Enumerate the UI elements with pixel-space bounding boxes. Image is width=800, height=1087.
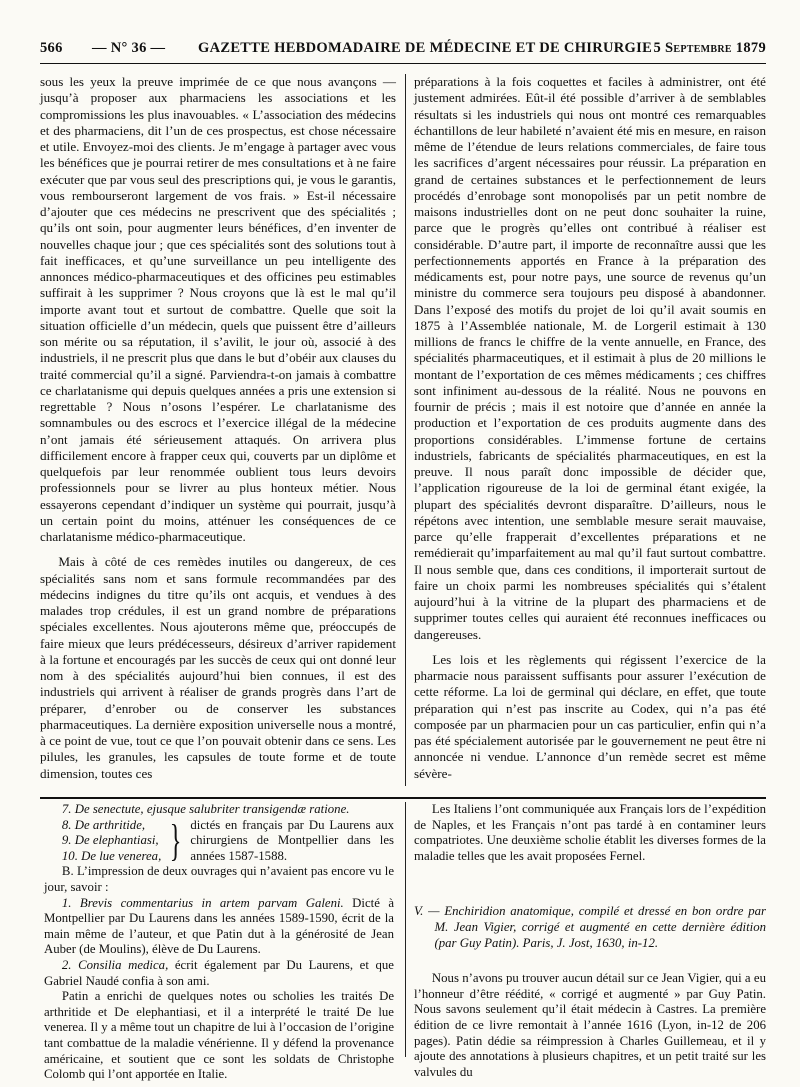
- footnote-item-v: [414, 904, 766, 951]
- footnote-item-1: [44, 896, 394, 958]
- right-paragraph-1: préparations à la fois coquettes et faciles à administrer, ont été justement admirées. Eût-il été possible d’arriver à de semblables résultats si les industriels qui nous ont montré ces remarquables échantillons de leur habileté n’avaient été mis en mesure, en raison même de l’étendue de leurs relations commerciales, de faire tous les sacrifices d’argent nécessaires pour réussir. La préparation en grand de certaines substances et le perfectionnement de leurs procédés d’enrobage sont monopolisés par un petit nombre de maisons industrielles dont on ne peut donc souhaiter la ruine, parce que le progrès qu’elles ont contribué à réaliser est considérable. D’autre part, il importe de reconnaître aussi que les perfectionnements apportés en France à la préparation des médicaments est, pour notre pays, une source de revenus qu’un ministre du commerce sera toujours peu disposé à abandonner. Dans l’exposé des motifs du projet de loi qu’il avait soumis en 1875 à l’Assemblée nationale, M. de Lorgeril estimait à 130 millions de francs le chiffre de la vente annuelle, en France, des spécialités pharmaceutiques, et il estimait à plus de 20 millions le montant de l’exportation de ces mêmes médicaments ; ces chiffres sont infiniment au-dessous de la réalité. Nous ne pouvons en fournir de précis ; mais il est notoire que d’année en année la production et l’exportation de ces produits augmente dans des proportions considérables. L’immense fortune de certains industriels, fabricants de spécialités pharmaceutiques, en est la preuve. Il nous paraît donc impossible de décider que, l’application rigoureuse de la loi de germinal étant exigée, la plupart des spécialités devront disparaître. D’ailleurs, nous le répétons avec intention, une semblable mesure serait mauvaise, parce qu’elle frapperait d’excellentes préparations et ne remédierait qu’imparfaitement au mal qu’il faut surtout combattre. Il nous semble que, dans ces conditions, il importerait surtout de faire un choix parmi les nombreuses spécialités qui s’étalent aujourd’hui à la vitrine de la plupart des pharmaciens et de supprimer toutes celles qui auraient été reconnues inefficaces ou dangereuses.: [414, 74, 766, 642]
- footnote-left: [44, 802, 394, 1083]
- braced-note: dictés en français par Du Laurens aux chirurgiens de Montpellier dans les années 1587-1588.: [190, 817, 394, 863]
- footnote-item-1-text: Dicté à Montpellier par Du Laurens dans les années 1589-1590, écrit de la main même de l’auteur, et que Patin dut à la générosité de Jean Auber (de Moulins), élève de Du Laurens.: [44, 895, 395, 957]
- footnote-rule: [40, 797, 766, 799]
- header-rule: [40, 63, 766, 64]
- footnote-item-1-title: 1. Brevis commentarius in artem parvam Galeni.: [61, 895, 344, 910]
- footnote-item-9: 9. De elephantiasi,: [61, 833, 159, 848]
- footnote-item-7: 7. De senectute, ejusque salubriter transigendæ ratione.: [61, 802, 350, 816]
- footnote-item-2-title: 2. Consilia medica,: [61, 957, 169, 972]
- footnote-para-b: B. L’impression de deux ouvrages qui n’avaient pas encore vu le jour, savoir :: [44, 864, 394, 894]
- issue-number: — N° 36 —: [92, 40, 166, 56]
- page-number: 566: [40, 40, 63, 56]
- footnote-item-v-text: Paris, J. Jost, 1630, in-12.: [519, 935, 659, 950]
- left-paragraph-2: Mais à côté de ces remèdes inutiles ou dangereux, de ces spécialités sans nom et sans formule recommandées par des médecins indignes du titre qu’ils ont acquis, et vendues à des malades trop crédules, il est un grand nombre de préparations spéciales excellentes. Nous ajouterons même que, préoccupés de faire mieux que leurs prédécesseurs, désireux d’arriver rapidement à la fortune et encouragés par les succès de ceux qui ont donné leur nom à des spécialités aujourd’hui bien connues, il est des industriels qui arrivent à réaliser de grands progrès dans l’art de préparer, d’enrober ou de conserver les substances pharmaceutiques. La dernière exposition universelle nous a montré, à ce point de vue, tout ce que l’on pouvait obtenir dans ce sens. Les pilules, les granules, les capsules de toute forme et de toute dimension, toutes ces: [40, 554, 396, 781]
- left-column: [40, 74, 396, 782]
- footnote-item-2: [44, 958, 394, 989]
- footnote-para-vigier: Nous n’avons pu trouver aucun détail sur ce Jean Vigier, qui a eu l’honneur d’être réédité, « corrigé et augmenté » par Guy Patin. Nous savons seulement qu’il était médecin à Castres. La première édition de ce livre remontait à l’année 1616 (Lyon, in-12 de 206 pages). Patin dédie sa réimpression à Charles Guillemeau, et il y ajoute des annotations à plusieurs chapitres, et un petit traité sur les valvules du: [414, 971, 766, 1079]
- braced-items: [44, 815, 394, 865]
- footnote-item-v-title: V. — Enchiridion anatomique, compilé et dressé en bon ordre par M. Jean Vigier, corrigé et augmenté en cette dernière édition (par Guy Patin).: [414, 904, 766, 950]
- right-column: [414, 74, 766, 782]
- column-divider: [405, 74, 406, 786]
- left-paragraph-1: sous les yeux la preuve imprimée de ce que nous avançons — jusqu’à proposer aux pharmaciens les associations et les compromissions les plus inavouables. « L’association des médecins et des pharmaciens, dit l’un de ces prospectus, est chose nécessaire et utile. Envoyez-moi des clients. Je m’engage à partager avec vous les bénéfices que je pourrai retirer de mes consultations et à ne faire exécuter que par vous seul des prescriptions qui, je vous le garantis, vous rembourseront largement de vos frais. » Est-il nécessaire d’ajouter que ces médecins ne prescrivent que des spécialités ; qu’ils ont soin, pour augmenter leurs bénéfices, d’en inventer de nouvelles chaque jour ; que ces spécialités sont des solutions tout à fait inefficaces, et qu’une surveillance un peu intelligente des annonces médico-pharmaceutiques et des officines peu estimables suffirait à les supprimer ? Nous croyons que là est le mal qu’il importe avant tout et surtout de combattre. Quelle que soit la situation officielle d’un médecin, quels que puissent être d’ailleurs son mérite ou sa réputation, il s’avilit, le jour où, associé à des industriels, il ne prescrit plus que dans le but d’obéir aux clauses du traité commercial qu’il a signé. Parviendra-t-on jamais à combattre ce charlatanisme qui depuis quelques années a pris une extension si regrettable ? Nous n’osons l’espérer. Le charlatanisme des somnambules ou des escrocs et l’exercice illégal de la médecine n’ont jamais été sérieusement attaqués. On arrivera plus difficilement encore à frapper ceux qui, couverts par un diplôme et quelquefois par leur renommée oublient tous leurs devoirs professionnels pour se livrer au plus honteux métier. Nous essayerons cependant d’indiquer un système qui pourrait, jusqu’à un certain point du moins, atténuer les conséquences de ce charlatanisme médico-pharmaceutique.: [40, 74, 396, 544]
- brace-glyph: }: [170, 815, 182, 865]
- braced-list: [44, 818, 161, 865]
- footnote-item-8: 8. De arthritide,: [61, 817, 146, 832]
- footnote-para-italiens: Les Italiens l’ont communiquée aux Français lors de l’expédition de Naples, et les Français n’ont pas tardé à en contaminer leurs compatriotes. Une deuxième scholie établit les diverses formes de la maladie telles que les avait proposées Fernel.: [414, 802, 766, 863]
- running-header: [40, 40, 766, 60]
- footnote-para-patin: Patin a enrichi de quelques notes ou scholies les traités De arthritide et De elephantiasi, et il a interprété le traité De lue venerea. Il y a même tout un chapitre de lui à l’occasion de l’origine tant combattue de la maladie vénérienne. Il y défend la provenance américaine, et soutient que ce sont les soldats de Christophe Colomb qui l’ont apportée en Italie.: [44, 989, 394, 1082]
- footnote-item-2-text: écrit également par Du Laurens, et que Gabriel Naudé confia à son ami.: [44, 957, 394, 988]
- footnote-divider: [405, 802, 406, 1057]
- journal-title: GAZETTE HEBDOMADAIRE DE MÉDECINE ET DE CHIRURGIE: [198, 40, 653, 56]
- footnote-right: [414, 802, 766, 1080]
- right-paragraph-2: Les lois et les règlements qui régissent l’exercice de la pharmacie nous paraissent suffisants pour assurer l’exécution de cette réforme. La loi de germinal qui déclare, en effet, que toute préparation qui n’est pas inscrite au Codex, qui n’a pas été composée par un pharmacien pour un cas particulier, enfin qui n’a pas été spécialement autorisée par le gouvernement ne peut être ni annoncée ni vendue. L’annonce d’un remède secret est même sévère-: [414, 651, 766, 781]
- footnote-item-10: 10. De lue venerea,: [61, 848, 162, 863]
- issue-date: 5 Septembre 1879: [653, 40, 766, 56]
